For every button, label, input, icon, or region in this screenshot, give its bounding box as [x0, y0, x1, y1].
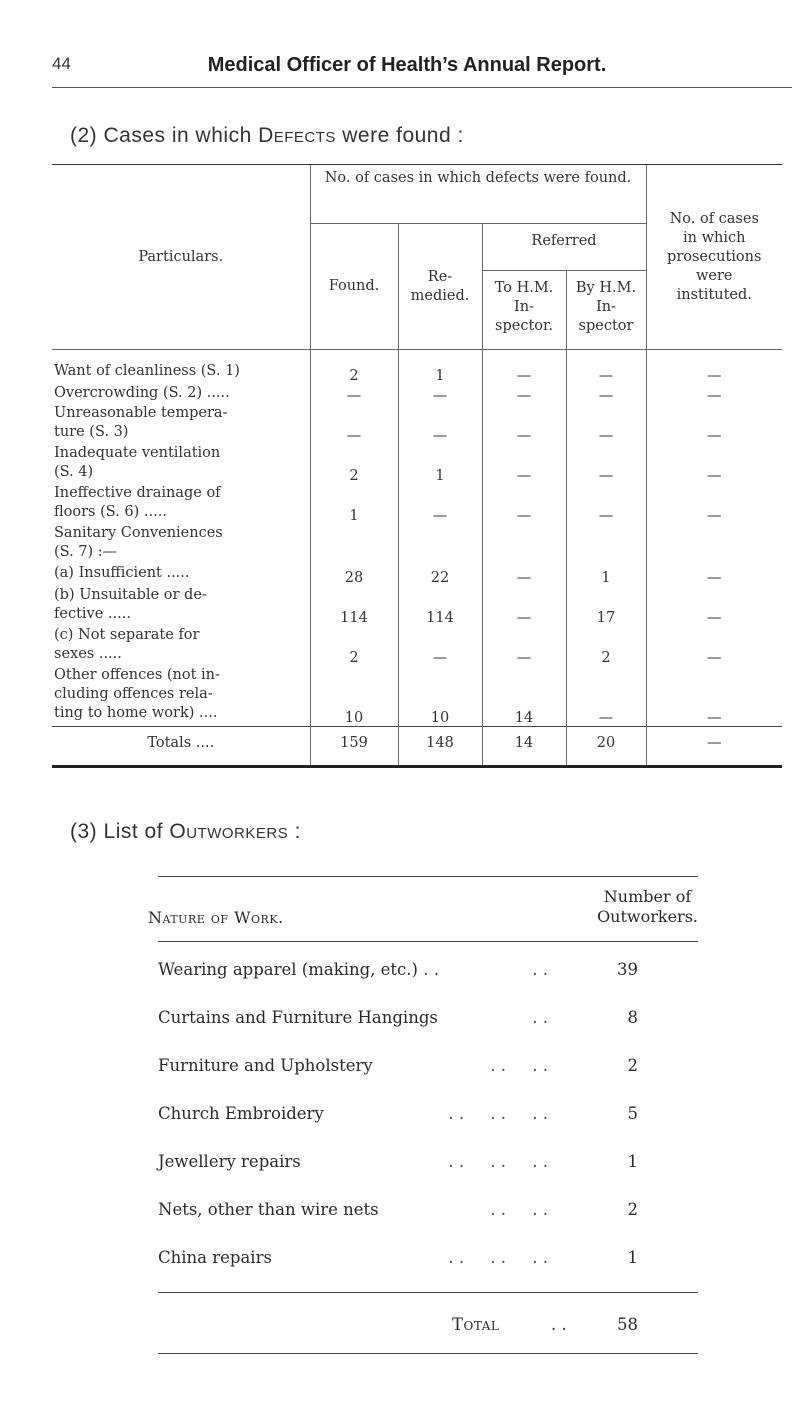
header-referred: Referred — [482, 224, 646, 271]
header-rule — [52, 87, 792, 88]
header-particulars: Particulars. — [52, 165, 310, 350]
running-head — [52, 54, 762, 78]
outworker-count: 5 — [627, 1104, 638, 1123]
section-number: (3) — [70, 820, 98, 843]
dot-leader: . . — [532, 960, 548, 979]
particulars-cell — [52, 524, 310, 564]
cell-by-hm: — — [566, 484, 646, 524]
table-row — [52, 350, 782, 385]
work-nature: China repairs — [158, 1248, 272, 1267]
section-number: (2) — [70, 124, 98, 147]
total-leader: . . — [551, 1315, 567, 1334]
outworker-count: 2 — [627, 1200, 638, 1219]
list-item — [158, 994, 698, 1042]
header-to-hm-line: To H.M. — [494, 280, 554, 296]
outworkers-bottom-rule — [158, 1353, 698, 1354]
outworker-count: 1 — [627, 1152, 638, 1171]
defects-section-title — [70, 124, 464, 148]
cell-found — [310, 524, 398, 564]
particulars-line: Want of cleanliness (S. 1) — [54, 363, 240, 379]
cell-found: — — [310, 384, 398, 404]
cell-remedied: — — [398, 404, 482, 444]
section-title-suffix: : — [288, 820, 301, 843]
header-to-hm-line: In- — [514, 299, 534, 315]
dot-leader: . . . . . . — [448, 1104, 548, 1123]
cell-by-hm: — — [566, 384, 646, 404]
section-title-prefix: Cases in which — [103, 124, 259, 147]
defects-table — [52, 164, 782, 816]
header-cases-found: No. of cases in which defects were found. — [310, 165, 646, 224]
particulars-line: fective ..... — [54, 606, 131, 622]
section-title-caps: Defects — [258, 124, 336, 147]
totals-label: Totals .... — [52, 727, 310, 767]
outworkers-list — [158, 942, 698, 1282]
table-row — [52, 444, 782, 484]
header-to-hm-line: spector. — [495, 318, 553, 334]
cell-to-hm — [482, 524, 566, 564]
header-prosecutions-line: in which — [683, 229, 746, 246]
header-prosecutions-line: were — [695, 267, 733, 284]
totals-prosecutions: — — [646, 727, 782, 767]
cell-to-hm: — — [482, 404, 566, 444]
defects-table-body — [52, 350, 782, 727]
cell-to-hm: — — [482, 564, 566, 586]
outworkers-table — [148, 876, 698, 1354]
table-row — [52, 384, 782, 404]
particulars-line: sexes ..... — [54, 646, 122, 662]
cell-remedied: 22 — [398, 564, 482, 586]
table-row — [52, 524, 782, 564]
cell-found: 1 — [310, 484, 398, 524]
totals-remedied: 148 — [398, 727, 482, 767]
cell-prosecutions: — — [646, 404, 782, 444]
cell-found: 2 — [310, 444, 398, 484]
header-to-hm-inspector — [482, 271, 566, 350]
list-item — [158, 946, 698, 994]
totals-to-hm: 14 — [482, 727, 566, 767]
particulars-line: (b) Unsuitable or de- — [54, 587, 207, 603]
work-nature: Jewellery repairs — [158, 1152, 301, 1171]
particulars-line: Sanitary Conveniences — [54, 525, 223, 541]
cell-remedied: — — [398, 384, 482, 404]
particulars-cell — [52, 350, 310, 385]
cell-to-hm: — — [482, 586, 566, 626]
cell-remedied: 1 — [398, 444, 482, 484]
particulars-line: ture (S. 3) — [54, 424, 129, 440]
particulars-line: Other offences (not in- — [54, 667, 220, 683]
totals-row — [52, 727, 782, 767]
list-item — [158, 1138, 698, 1186]
header-nature-of-work: Nature of Work. — [148, 908, 284, 927]
cell-prosecutions: — — [646, 564, 782, 586]
cell-to-hm: — — [482, 350, 566, 385]
cell-prosecutions: — — [646, 586, 782, 626]
header-by-hm-inspector — [566, 271, 646, 350]
outworker-count: 2 — [627, 1056, 638, 1075]
cell-remedied — [398, 524, 482, 564]
particulars-line: floors (S. 6) ..... — [54, 504, 167, 520]
cell-prosecutions — [646, 524, 782, 564]
header-found: Found. — [310, 224, 398, 350]
header-prosecutions — [646, 165, 782, 350]
table-row — [52, 564, 782, 586]
cell-to-hm: — — [482, 444, 566, 484]
section-title-prefix: List of — [103, 820, 170, 843]
outworkers-header — [148, 877, 698, 941]
outworker-count: 8 — [627, 1008, 638, 1027]
header-number-line: Number of — [603, 887, 692, 906]
particulars-line: (a) Insufficient ..... — [54, 565, 190, 581]
report-title: Medical Officer of Health’s Annual Report. — [207, 54, 607, 76]
cell-found: 28 — [310, 564, 398, 586]
particulars-line: (S. 4) — [54, 464, 94, 480]
cell-by-hm: — — [566, 444, 646, 484]
cell-prosecutions: — — [646, 666, 782, 727]
outworkers-section-title — [70, 820, 301, 844]
header-prosecutions-line: No. of cases — [669, 210, 759, 227]
outworker-count: 39 — [617, 960, 638, 979]
cell-prosecutions: — — [646, 484, 782, 524]
header-remedied-line: Re- — [427, 268, 453, 285]
particulars-cell — [52, 384, 310, 404]
cell-found: — — [310, 404, 398, 444]
cell-found: 10 — [310, 666, 398, 727]
cell-found: 2 — [310, 626, 398, 666]
header-by-hm-line: By H.M. — [575, 280, 637, 296]
outworker-count: 1 — [627, 1248, 638, 1267]
particulars-line: Ineffective drainage of — [54, 485, 221, 501]
work-nature: Nets, other than wire nets — [158, 1200, 379, 1219]
header-remedied-line: medied. — [410, 287, 470, 304]
header-number-line: Outworkers. — [597, 907, 698, 926]
particulars-line: Overcrowding (S. 2) ..... — [54, 385, 230, 401]
work-nature: Wearing apparel (making, etc.) . . — [158, 960, 439, 979]
outworkers-total-row — [158, 1293, 698, 1353]
cell-remedied: 10 — [398, 666, 482, 727]
cell-prosecutions: — — [646, 384, 782, 404]
dot-leader: . . — [532, 1008, 548, 1027]
cell-to-hm: — — [482, 484, 566, 524]
cell-found: 114 — [310, 586, 398, 626]
dot-leader: . . . . — [490, 1056, 548, 1075]
particulars-cell — [52, 484, 310, 524]
particulars-cell — [52, 626, 310, 666]
cell-to-hm: 14 — [482, 666, 566, 727]
header-number-of-outworkers — [597, 887, 698, 941]
table-row — [52, 666, 782, 727]
cell-remedied: — — [398, 484, 482, 524]
list-item — [158, 1234, 698, 1282]
totals-found: 159 — [310, 727, 398, 767]
cell-found: 2 — [310, 350, 398, 385]
total-label: Total — [452, 1315, 500, 1334]
header-by-hm-line: In- — [596, 299, 616, 315]
particulars-cell — [52, 586, 310, 626]
list-item — [158, 1186, 698, 1234]
page-number: 44 — [52, 54, 71, 73]
cell-by-hm: 17 — [566, 586, 646, 626]
cell-prosecutions: — — [646, 444, 782, 484]
cell-by-hm — [566, 524, 646, 564]
particulars-line: (S. 7) :— — [54, 544, 118, 560]
header-remedied — [398, 224, 482, 350]
cell-by-hm: — — [566, 350, 646, 385]
cell-remedied: 114 — [398, 586, 482, 626]
table-row — [52, 484, 782, 524]
dot-leader: . . . . . . — [448, 1152, 548, 1171]
table-row — [52, 586, 782, 626]
work-nature: Curtains and Furniture Hangings — [158, 1008, 438, 1027]
cell-prosecutions: — — [646, 626, 782, 666]
list-item — [158, 1090, 698, 1138]
cell-remedied: 1 — [398, 350, 482, 385]
section-title-suffix: were found : — [335, 124, 464, 147]
list-item — [158, 1042, 698, 1090]
particulars-line: Unreasonable tempera- — [54, 405, 228, 421]
dot-leader: . . . . — [490, 1200, 548, 1219]
totals-by-hm: 20 — [566, 727, 646, 767]
particulars-line: cluding offences rela- — [54, 686, 213, 702]
particulars-cell — [52, 666, 310, 727]
section-title-caps: Outworkers — [169, 820, 289, 843]
cell-to-hm: — — [482, 384, 566, 404]
cell-by-hm: — — [566, 666, 646, 727]
cell-remedied: — — [398, 626, 482, 666]
table-row — [52, 626, 782, 666]
cell-by-hm: — — [566, 404, 646, 444]
table-row — [52, 404, 782, 444]
cell-by-hm: 1 — [566, 564, 646, 586]
particulars-line: (c) Not separate for — [54, 627, 200, 643]
work-nature: Church Embroidery — [158, 1104, 324, 1123]
header-prosecutions-line: instituted. — [676, 286, 752, 303]
work-nature: Furniture and Upholstery — [158, 1056, 373, 1075]
particulars-cell — [52, 444, 310, 484]
dot-leader: . . . . . . — [448, 1248, 548, 1267]
cell-prosecutions: — — [646, 350, 782, 385]
particulars-line: Inadequate ventilation — [54, 445, 221, 461]
cell-to-hm: — — [482, 626, 566, 666]
particulars-line: ting to home work) .... — [54, 705, 218, 721]
particulars-cell — [52, 564, 310, 586]
total-count: 58 — [617, 1315, 638, 1334]
particulars-cell — [52, 404, 310, 444]
header-prosecutions-line: prosecutions — [667, 248, 762, 265]
cell-by-hm: 2 — [566, 626, 646, 666]
header-by-hm-line: spector — [578, 318, 634, 334]
